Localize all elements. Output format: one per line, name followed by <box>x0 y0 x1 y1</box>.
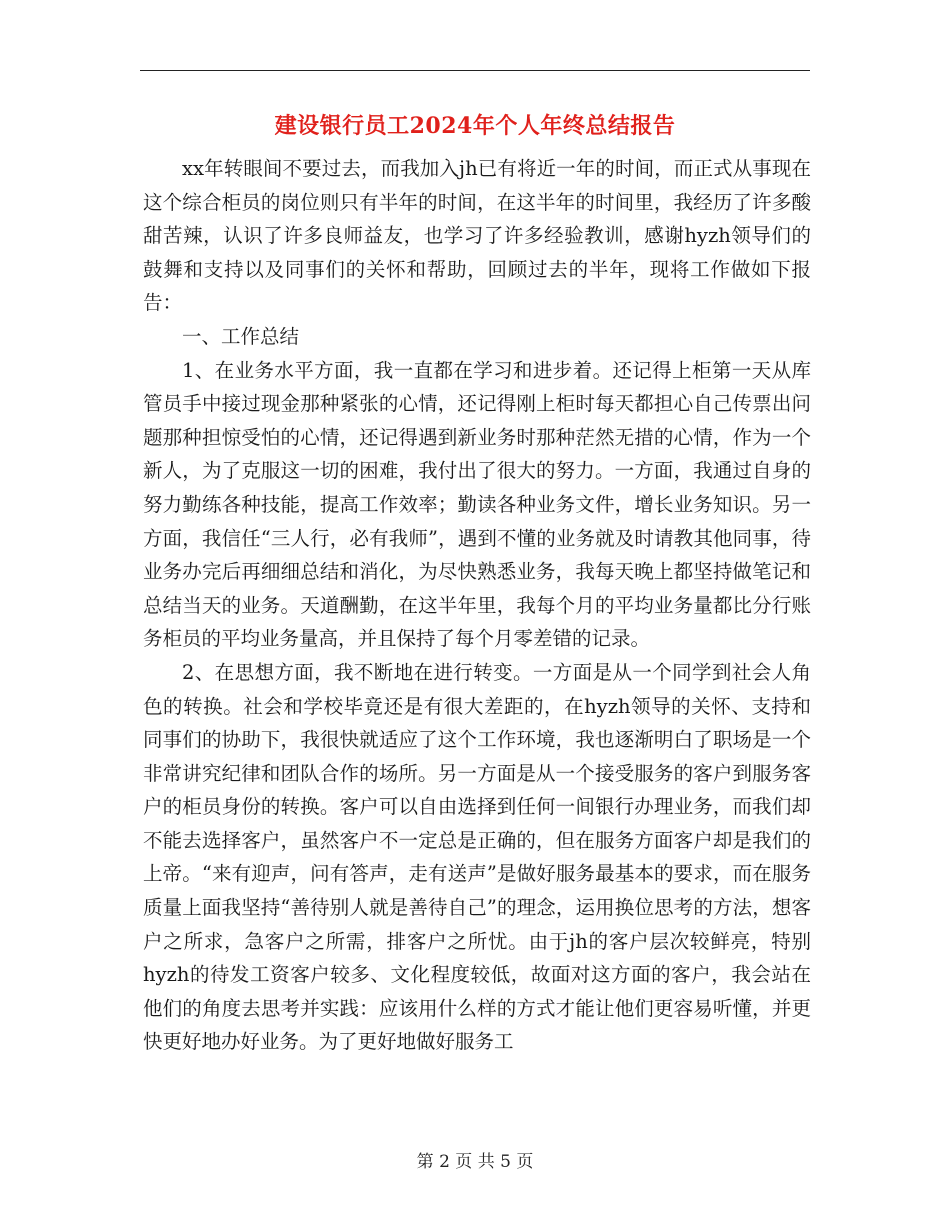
document-title: 建设银行员工2024年个人年终总结报告 <box>274 113 676 139</box>
paragraph-intro: xx年转眼间不要过去，而我加入jh已有将近一年的时间，而正式从事现在这个综合柜员的岗位则只有半年的时间，在这半年的时间里，我经历了许多酸甜苦辣，认识了许多良师益友，也学习了许多经验教训，感谢hyzh领导们的鼓舞和支持以及同事们的关怀和帮助，回顾过去的半年，现将工作做如下报告： <box>143 157 811 315</box>
paragraph-business-level: 1、在业务水平方面，我一直都在学习和进步着。还记得上柜第一天从库管员手中接过现金那种紧张的心情，还记得刚上柜时每天都担心自己传票出问题那种担惊受怕的心情，还记得遇到新业务时那种茫然无措的心情，作为一个新人，为了克服这一切的困难，我付出了很大的努力。一方面，我通过自身的努力勤练各种技能，提高工作效率；勤读各种业务文件，增长业务知识。另一方面，我信任“三人行，必有我师”，遇到不懂的业务就及时请教其他同事，待业务办完后再细细总结和消化，为尽快熟悉业务，我每天晚上都坚持做笔记和总结当天的业务。天道酬勤，在这半年里，我每个月的平均业务量都比分行账务柜员的平均业务量高，并且保持了每个月零差错的记录。 <box>143 358 811 651</box>
document-body <box>143 152 811 1059</box>
page-number: 第 2 页 共 5 页 <box>416 1152 534 1172</box>
header-rule <box>140 70 810 71</box>
section-heading-work-summary: 一、工作总结 <box>182 324 300 348</box>
paragraph-thought: 2、在思想方面，我不断地在进行转变。一方面是从一个同学到社会人角色的转换。社会和学校毕竟还是有很大差距的，在hyzh领导的关怀、支持和同事们的协助下，我很快就适应了这个工作环境，我也逐渐明白了职场是一个非常讲究纪律和团队合作的场所。另一方面是从一个接受服务的客户到服务客户的柜员身份的转换。客户可以自由选择到任何一间银行办理业务，而我们却不能去选择客户，虽然客户不一定总是正确的，但在服务方面客户却是我们的上帝。“来有迎声，问有答声，走有送声”是做好服务最基本的要求，而在服务质量上面我坚持“善待别人就是善待自己”的理念，运用换位思考的方法，想客户之所求，急客户之所需，排客户之所忧。由于jh的客户层次较鲜亮，特别hyzh的待发工资客户较多、文化程度较低，故面对这方面的客户，我会站在他们的角度去思考并实践：应该用什么样的方式才能让他们更容易听懂，并更快更好地办好业务。为了更好地做好服务工 <box>143 660 811 1054</box>
